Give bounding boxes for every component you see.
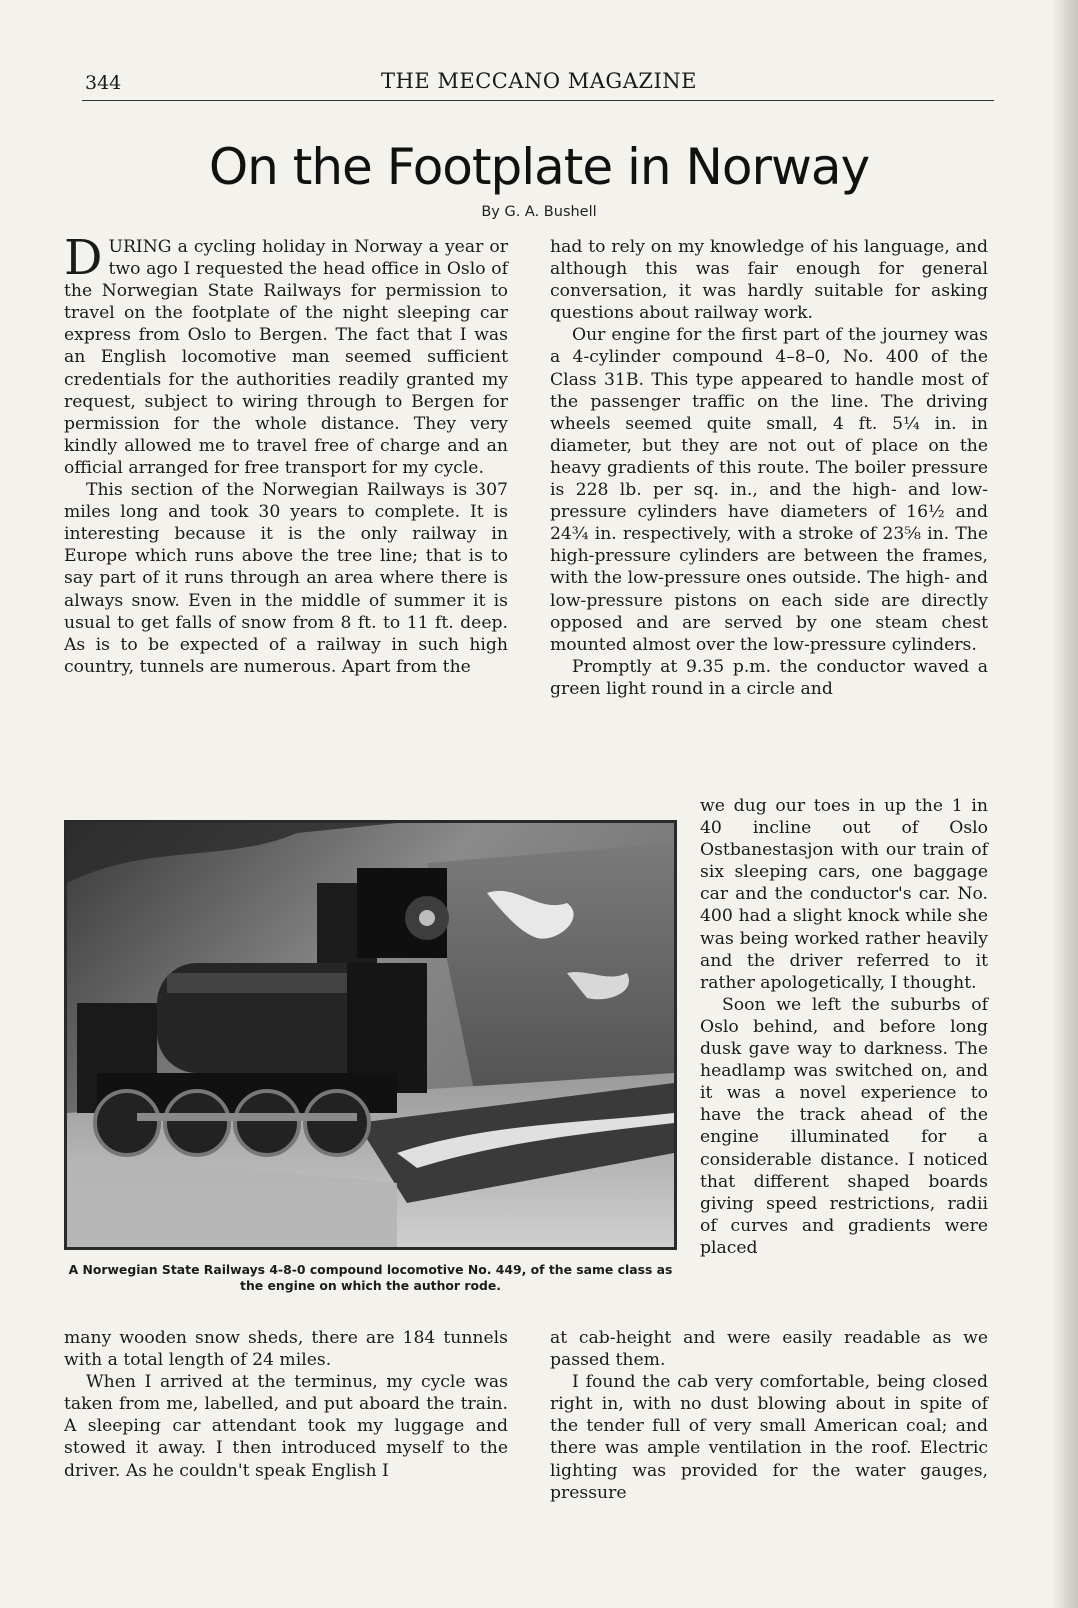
paragraph: Promptly at 9.35 p.m. the conductor waved a green light round in a circle and — [550, 656, 988, 699]
locomotive-photo-illustration — [67, 823, 674, 1247]
photo-caption: A Norwegian State Railways 4-8-0 compound locomotive No. 449, of the same class as the engine on which the author rode. — [68, 1262, 673, 1293]
column-left-top — [64, 230, 508, 678]
magazine-title: THE MECCANO MAGAZINE — [381, 69, 697, 93]
drop-cap: D — [64, 230, 103, 286]
paragraph: Our engine for the first part of the journey was a 4-cylinder compound 4–8–0, No. 400 of the Class 31B. This type appeared to handle most of the passenger traffic on the line. The driving wheels seemed quite small, 4 ft. 5¼ in. in diameter, but they are not out of place on the heavy gradients of this route. The boiler pressure is 228 lb. per sq. in., and the high- and low-pressure cylinders have diameters of 16½ and 24¾ in. respectively, with a stroke of 23⅝ in. The high-pressure cylinders are between the frames, with the low-pressure ones outside. The high- and low-pressure pistons on each side are directly opposed and are served by one steam chest mounted almost over the low-pressure cylinders. — [550, 325, 988, 655]
paragraph: I found the cab very comfortable, being closed right in, with no dust blowing about in spite of the tender full of very small American coal; and there was ample ventilation in the roof. Electric lighting was provided for the water gauges, pressure — [550, 1372, 988, 1503]
paragraph: at cab-height and were easily readable as we passed them. — [550, 1328, 988, 1371]
article-title: On the Footplate in Norway — [208, 138, 870, 196]
column-left-bottom — [64, 1327, 508, 1482]
page-edge-shadow — [1052, 0, 1078, 1608]
paragraph-text: URING a cycling holiday in Norway a year or two ago I requested the head office in Oslo of the Norwegian State Railways for permission to travel on the footplate of the night sleeping car express from Oslo to Bergen. The fact that I was an English locomotive man seemed sufficient credentials for the authorities readily granted my request, subject to wiring through to Bergen for permission for the whole distance. They very kindly allowed me to travel free of charge and an official arranged for free transport for my cycle. — [64, 237, 508, 478]
paragraph: many wooden snow sheds, there are 184 tunnels with a total length of 24 miles. — [64, 1328, 508, 1371]
paragraph: had to rely on my knowledge of his language, and although this was fair enough for general conversation, it was hardly suitable for asking questions about railway work. — [550, 237, 988, 324]
header-rule — [82, 100, 994, 101]
locomotive-photo — [64, 820, 677, 1250]
column-right-top — [550, 236, 988, 700]
paragraph: When I arrived at the terminus, my cycle was taken from me, labelled, and put aboard the train. A sleeping car attendant took my luggage and stowed it away. I then introduced myself to the driver. As he couldn't speak English I — [64, 1372, 508, 1481]
page-number: 344 — [85, 72, 122, 94]
paragraph-intro — [64, 230, 508, 479]
paragraph: Soon we left the suburbs of Oslo behind, and before long dusk gave way to darkness. The headlamp was switched on, and it was a novel experience to have the track ahead of the engine illuminated for a considerable distance. I noticed that different shaped boards giving speed restrictions, radii of curves and gradients were placed — [700, 994, 988, 1258]
column-right-bottom — [550, 1327, 988, 1504]
column-right-wrap — [700, 795, 988, 1259]
article-byline: By G. A. Bushell — [481, 204, 597, 220]
paragraph: This section of the Norwegian Railways is 307 miles long and took 30 years to complete. It is interesting because it is the only railway in Europe which runs above the tree line; that is to say part of it runs through an area where there is always snow. Even in the middle of summer it is usual to get falls of snow from 8 ft. to 11 ft. deep. As is to be expected of a railway in such high country, tunnels are numerous. Apart from the — [64, 480, 508, 677]
paragraph: we dug our toes in up the 1 in 40 incline out of Oslo Ostbanestasjon with our train of six sleeping cars, one baggage car and the conductor's car. No. 400 had a slight knock while she was being worked rather heavily and the driver referred to it rather apologetically, I thought. — [700, 796, 988, 993]
